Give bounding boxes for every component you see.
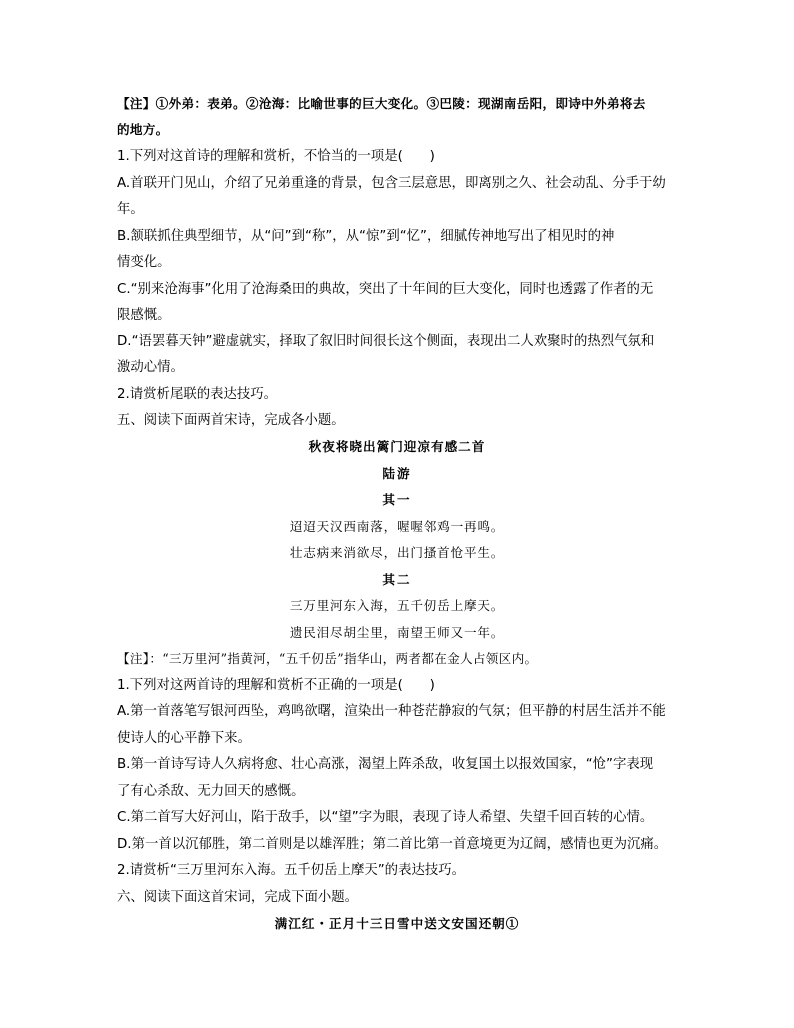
section5-note: 【注】：“三万里河”指黄河，“五千仞岳”指华山，两者都在金人占领区内。 (117, 651, 538, 666)
q1-option-a-line1: A.首联开门见山，介绍了兄弟重逢的背景，包含三层意思，即离别之久、社会动乱、分手于幼 (117, 176, 666, 191)
section5-part1-line2: 壮志病来消欲尽，出门搔首怆平生。 (289, 545, 505, 560)
q2-text: 2.请赏析尾联的表达技巧。 (117, 387, 278, 402)
section5-author: 陆游 (382, 466, 412, 481)
q1-option-c-line2: 限感慨。 (117, 308, 171, 323)
section6-poem-title: 满江红・正月十三日雪中送文安国还朝① (274, 916, 520, 931)
q1-option-c-line1: C.“别来沧海事”化用了沧海桑田的典故，突出了十年间的巨大变化，同时也透露了作者的无 (117, 282, 654, 297)
section5-q1-option-b-line1: B.第一首诗写诗人久病将愈、壮心高涨，渴望上阵杀敌，收复国土以报效国家，“怆”字表现 (117, 757, 654, 772)
section5-q2: 2.请赏析“三万里河东入海。五千仞岳上摩天”的表达技巧。 (117, 863, 466, 878)
section5-q1-option-a-line1: A.第一首落笔写银河西坠，鸡鸣欲曙，渲染出一种苍茫静寂的气氛；但平静的村居生活并不能 (117, 704, 666, 719)
section6-heading: 六、阅读下面这首宋词，完成下面小题。 (117, 890, 359, 905)
q1-option-a-line2: 年。 (117, 202, 144, 217)
section5-part2-line2: 遗民泪尽胡尘里，南望王师又一年。 (289, 625, 505, 640)
section5-part1-label: 其一 (382, 492, 412, 507)
q1-option-d-line1: D.“语罢暮天钟”避虚就实，择取了叙旧时间很长这个侧面，表现出二人欢聚时的热烈气氛和 (117, 334, 655, 349)
section5-part2-label: 其二 (382, 572, 412, 587)
section5-q1-option-a-line2: 使诗人的心平静下来。 (117, 731, 251, 746)
q1-stem: 1.下列对这首诗的理解和赏析，不恰当的一项是( ) (117, 149, 435, 164)
section5-q1-option-d: D.第一首以沉郁胜，第二首则是以雄浑胜；第二首比第一首意境更为辽阔，感情也更为沉痛。 (117, 837, 668, 852)
q1-option-b-line1: B.颔联抓住典型细节，从“问”到“称”，从“惊”到“忆”，细腻传神地写出了相见时的神 (117, 229, 615, 244)
section5-q1-option-b-line2: 了有心杀敌、无力回天的感慨。 (117, 784, 305, 799)
section5-q1-stem: 1.下列对这两首诗的理解和赏析不正确的一项是( ) (117, 678, 435, 693)
section5-heading: 五、阅读下面两首宋诗，完成各小题。 (117, 413, 345, 428)
section5-part1-line1: 迢迢天汉西南落，喔喔邻鸡一再鸣。 (289, 519, 505, 534)
poem1-note-line1: 【注】①外弟：表弟。②沧海：比喻世事的巨大变化。③巴陵：现湖南岳阳，即诗中外弟将去 (117, 96, 646, 111)
q1-option-b-line2: 情变化。 (117, 255, 171, 270)
section5-poem-title: 秋夜将晓出篱门迎凉有感二首 (308, 439, 486, 454)
section5-q1-option-c: C.第二首写大好河山，陷于敌手，以“望”字为眼，表现了诗人希望、失望千回百转的心情。 (117, 810, 654, 825)
section5-part2-line1: 三万里河东入海，五千仞岳上摩天。 (289, 598, 505, 613)
poem1-note-line2: 的地方。 (117, 122, 169, 137)
q1-option-d-line2: 激动心情。 (117, 360, 184, 375)
